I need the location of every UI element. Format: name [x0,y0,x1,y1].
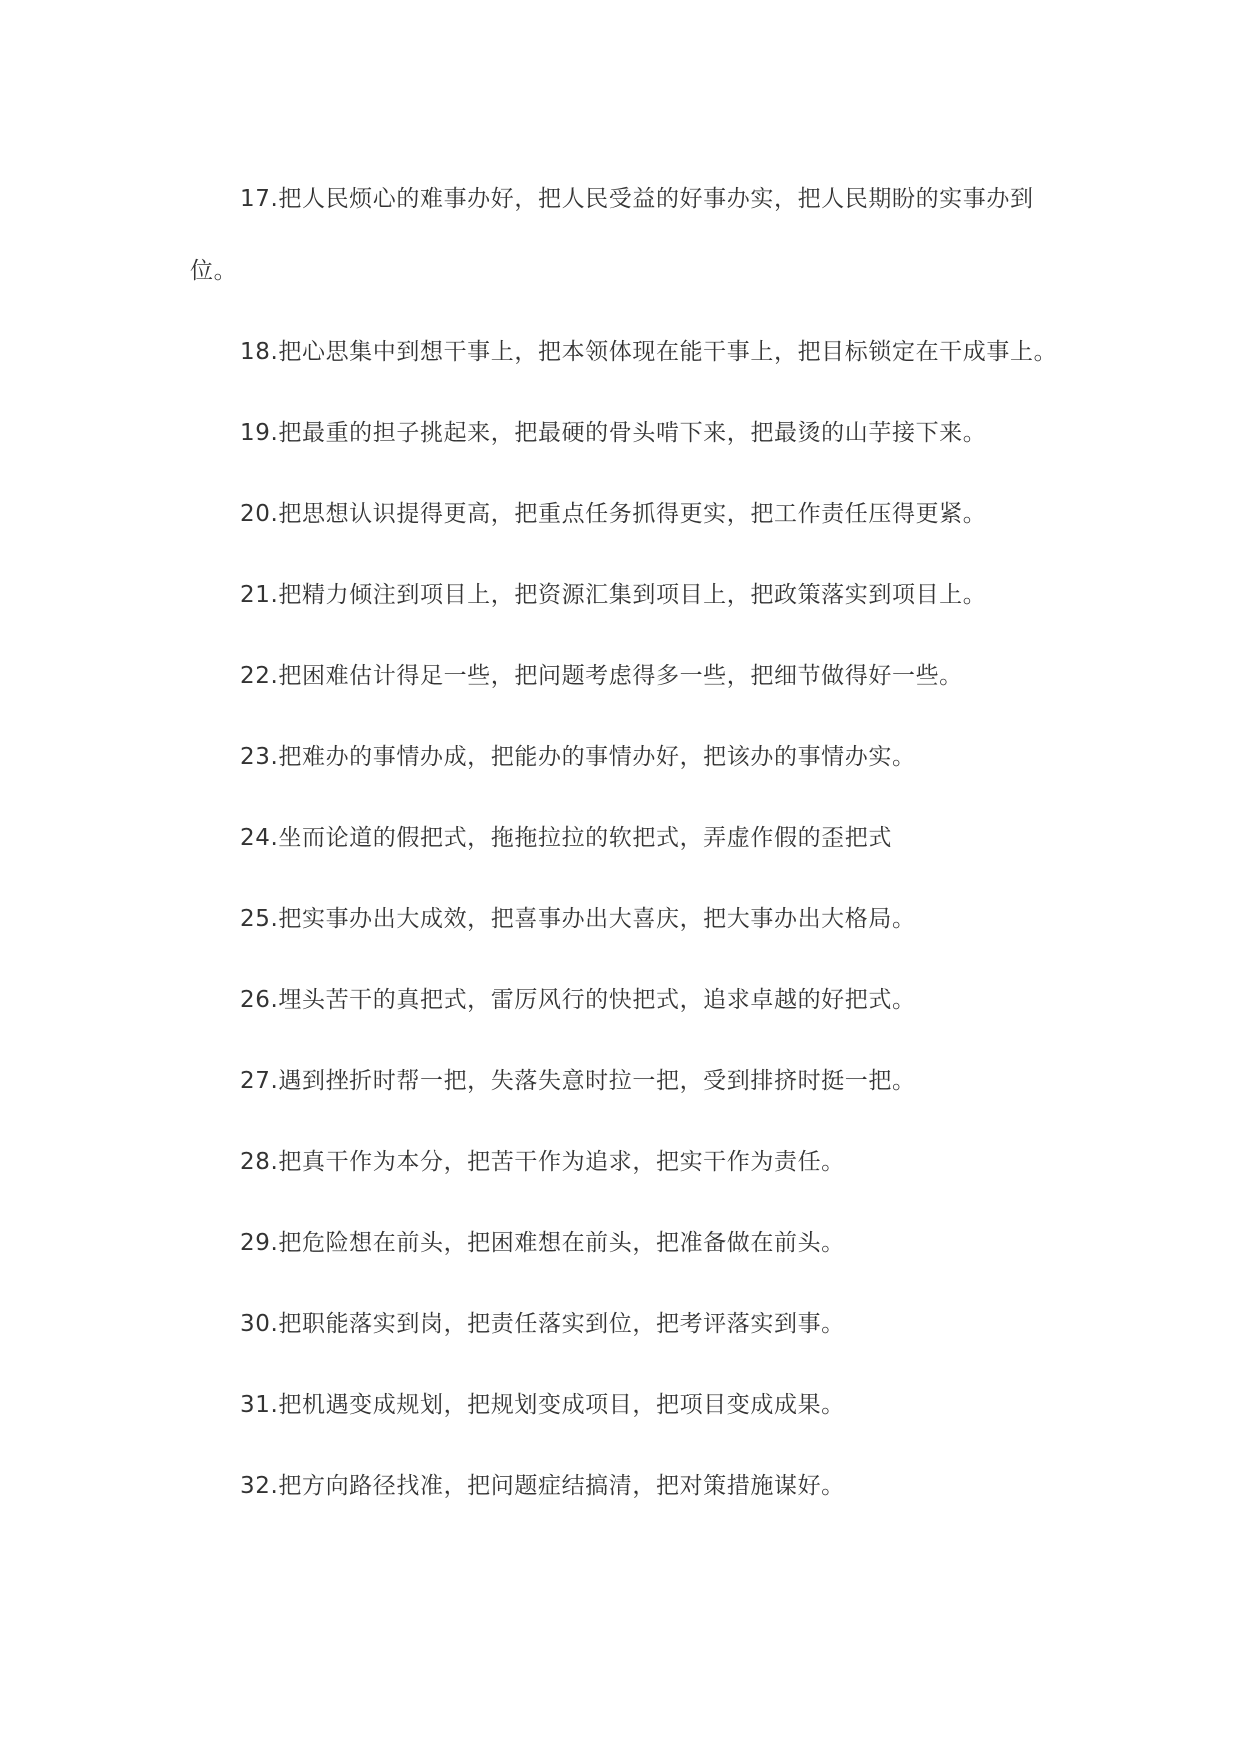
paragraph-26: 26.埋头苦干的真把式，雷厉风行的快把式，追求卓越的好把式。 [240,987,916,1013]
paragraph-32: 32.把方向路径找准，把问题症结搞清，把对策措施谋好。 [240,1473,845,1499]
paragraph-24: 24.坐而论道的假把式，拖拖拉拉的软把式，弄虚作假的歪把式 [240,825,892,851]
paragraph-28: 28.把真干作为本分，把苦干作为追求，把实干作为责任。 [240,1149,845,1175]
paragraph-17: 17.把人民烦心的难事办好，把人民受益的好事办实，把人民期盼的实事办到位。 [190,186,1034,284]
document-body [190,163,1060,1531]
paragraph-19: 19.把最重的担子挑起来，把最硬的骨头啃下来，把最烫的山芋接下来。 [240,420,987,446]
paragraph-29: 29.把危险想在前头，把困难想在前头，把准备做在前头。 [240,1230,845,1256]
paragraph-31: 31.把机遇变成规划，把规划变成项目，把项目变成成果。 [240,1392,845,1418]
paragraph-18: 18.把心思集中到想干事上，把本领体现在能干事上，把目标锁定在干成事上。 [240,339,1058,365]
paragraph-27: 27.遇到挫折时帮一把，失落失意时拉一把，受到排挤时挺一把。 [240,1068,916,1094]
paragraph-23: 23.把难办的事情办成，把能办的事情办好，把该办的事情办实。 [240,744,916,770]
paragraph-30: 30.把职能落实到岗，把责任落实到位，把考评落实到事。 [240,1311,845,1337]
paragraph-20: 20.把思想认识提得更高，把重点任务抓得更实，把工作责任压得更紧。 [240,501,987,527]
paragraph-21: 21.把精力倾注到项目上，把资源汇集到项目上，把政策落实到项目上。 [240,582,987,608]
paragraph-25: 25.把实事办出大成效，把喜事办出大喜庆，把大事办出大格局。 [240,906,916,932]
paragraph-22: 22.把困难估计得足一些，把问题考虑得多一些，把细节做得好一些。 [240,663,963,689]
